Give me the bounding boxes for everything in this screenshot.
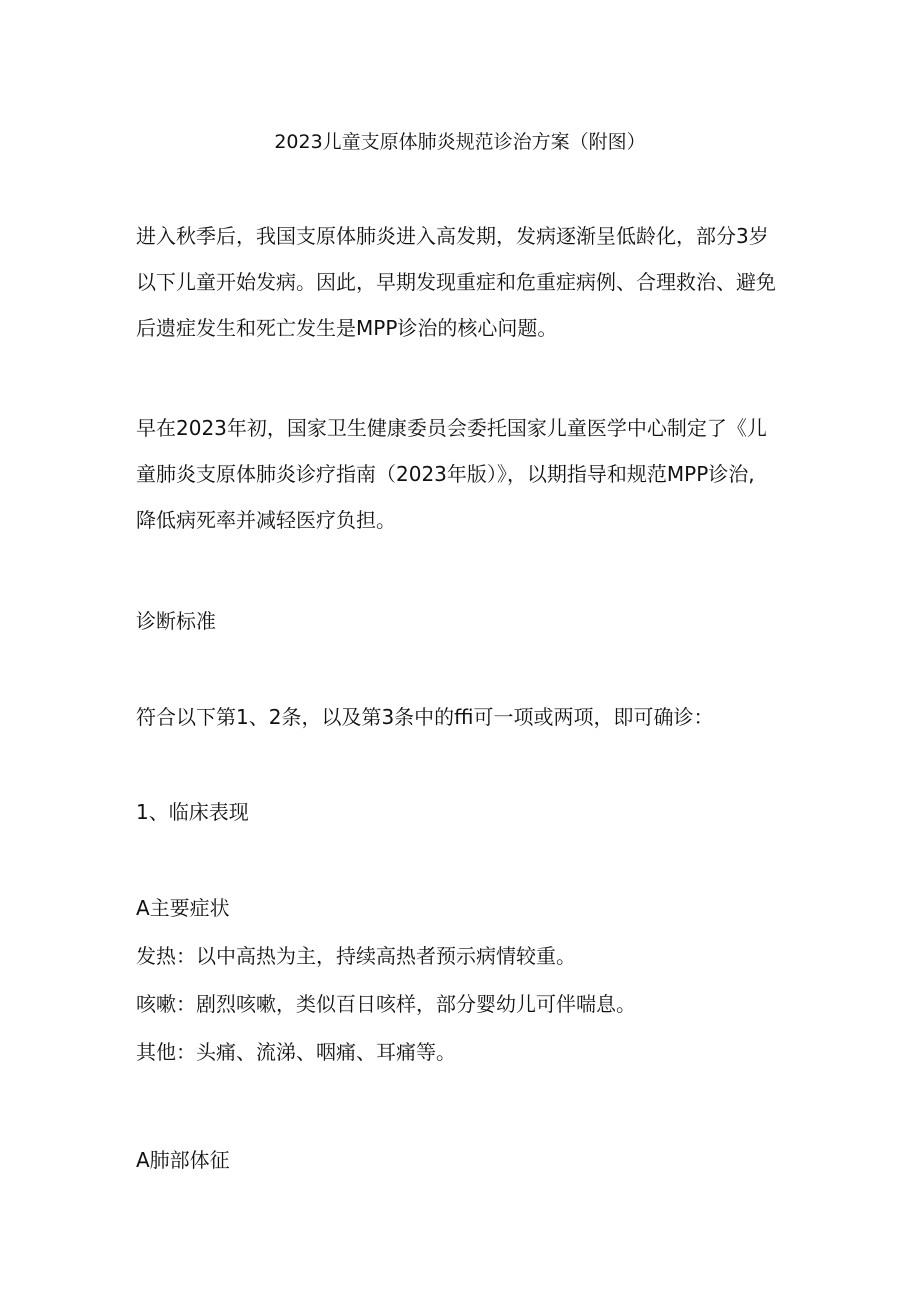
paragraph-line: 后遗症发生和死亡发生是MPP诊治的核心问题。 [136,316,558,340]
section-heading-diagnosis: 诊断标准 [136,609,216,633]
intro-paragraph [136,213,796,351]
paragraph-line: 进入秋季后，我国支原体肺炎进入高发期，发病逐渐呈低龄化，部分3岁 [136,224,769,248]
symptom-other: 其他：头痛、流涕、咽痛、耳痛等。 [136,1040,456,1064]
item-clinical-manifestation: 1、临床表现 [136,800,249,824]
criteria-intro: 符合以下第1、2条，以及第3条中的ffi可一项或两项，即可确诊： [136,705,714,729]
paragraph-line: 童肺炎支原体肺炎诊疗指南（2023年版）》，以期指导和规范MPP诊治, [136,462,755,486]
document-title: 2023儿童支原体肺炎规范诊治方案（附图） [274,131,646,153]
guideline-paragraph [136,405,796,543]
subsection-main-symptoms: A主要症状 [136,896,230,920]
symptom-cough: 咳嗽：剧烈咳嗽，类似百日咳样，部分婴幼儿可伴喘息。 [136,992,636,1016]
paragraph-line: 早在2023年初，国家卫生健康委员会委托国家儿童医学中心制定了《儿 [136,416,767,440]
paragraph-line: 降低病死率并减轻医疗负担。 [136,508,396,532]
subsection-lung-signs: A肺部体征 [136,1148,230,1172]
symptom-fever: 发热：以中高热为主，持续高热者预示病情较重。 [136,944,576,968]
paragraph-line: 以下儿童开始发病。因此，早期发现重症和危重症病例、合理救治、避免 [136,270,776,294]
